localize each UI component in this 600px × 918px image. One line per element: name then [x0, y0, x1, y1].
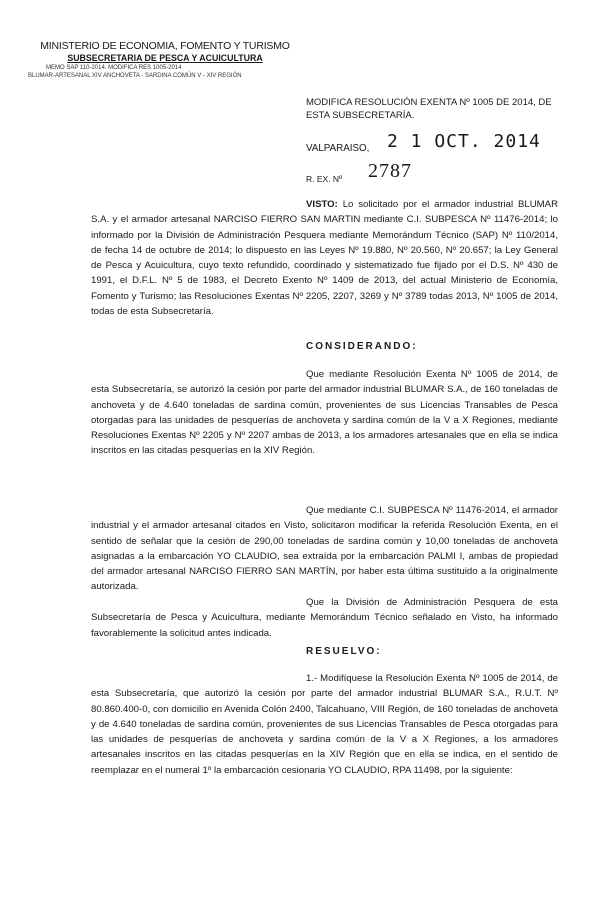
visto-text: Lo solicitado por el armador industrial BLUMAR S.A. y el armador artesanal NARCISO FIERRO SAN MARTIN mediante C.I. SUBPESCA Nº 11476-2014; lo informado por la División de Administración Pesquera mediante Memorándum Técnico (SAP) Nº 110/2014, de fecha 14 de octubre de 2014; lo dispuesto en las Leyes Nº 19.880, Nº 20.560, Nº 20.657; la Ley General de Pesca y Acuicultura, cuyo texto refundido, coordinado y sistematizado fue fijado por el D.S. Nº 430 de 1991, el D.F.L. Nº 5 de 1983, el Decreto Exento Nº 1409 de 2013, del actual Ministerio de Economía, Fomento y Turismo; las Resoluciones Exentas Nº 2205, 2207, 3269 y Nº 3789 todas 2013, Nº 1005 de 2014, todas de esta Subsecretaría. [91, 199, 558, 318]
date-stamp: 2 1 OCT. 2014 [387, 131, 541, 152]
letterhead [28, 40, 290, 80]
considerando-paragraph-3: Que la División de Administración Pesquera de esta Subsecretaría de Pesca y Acuicultura, mediante Memorándum Técnico señalado en Visto, ha informado favorablemente la solicitud antes indicada. [91, 597, 558, 639]
visto-paragraph [91, 197, 558, 319]
considerando-heading: CONSIDERANDO: [306, 341, 418, 352]
resuelvo-heading: RESUELVO: [306, 646, 382, 657]
considerando-paragraph-1: Que mediante Resolución Exenta Nº 1005 de 2014, de esta Subsecretaría, se autorizó la cesión por parte del armador industrial BLUMAR S.A., de 160 toneladas de anchoveta y de 4.640 toneladas de sardina común, provenientes de sus Licencias Transables de Pesca otorgadas para las unidades de pesquerías de anchoveta y sardina común de la V a X Regiones, mediante Resoluciones Exentas Nº 2205 y Nº 2207 ambas de 2013, a los armadores artesanales que en ella se indica inscritos en las citadas pesquerías en la XIV Región. [91, 369, 558, 457]
considerando-paragraph-2: Que mediante C.I. SUBPESCA Nº 11476-2014, el armador industrial y el armador artesanal citados en Visto, solicitaron modificar la referida Resolución Exenta, en el sentido de señalar que la cesión de 290,00 toneladas de sardina común y 10,00 toneladas de anchoveta asignadas a la embarcación YO CLAUDIO, sea extraída por la embarcación PALMI I, ambas de propiedad del armador artesanal NARCISO FIERRO SAN MARTÍN, por haber esta última sustituido a la originalmente autorizada. [91, 505, 558, 593]
file-reference-2: BLUMAR-ARTESANAL XIV ANCHOVETA - SARDINA COMÚN V - XIV REGIÓN [28, 73, 242, 79]
subsecretaria-name: SUBSECRETARIA DE PESCA Y ACUICULTURA [67, 53, 263, 63]
document-subject: MODIFICA RESOLUCIÓN EXENTA Nº 1005 DE 2014, DE ESTA SUBSECRETARÍA. [306, 97, 552, 121]
visto-label: VISTO: [306, 199, 338, 210]
file-reference-1: MEMO SAP 110-2014. MODIFICA RES 1005-2014 [46, 65, 182, 71]
resolution-label: R. EX. Nº [306, 174, 343, 184]
ministry-name: MINISTERIO DE ECONOMIA, FOMENTO Y TURISMO [40, 40, 290, 52]
resolution-number: 2787 [368, 160, 412, 182]
place-label: VALPARAISO, [306, 143, 370, 154]
resuelvo-paragraph-1: 1.- Modifíquese la Resolución Exenta Nº 1005 de 2014, de esta Subsecretaría, que autorizó la cesión por parte del armador industrial BLUMAR S.A., R.U.T. Nº 80.860.400-0, con domicilio en Avenida Colón 2400, Talcahuano, VIII Región, de 160 toneladas de anchoveta y de 4.640 toneladas de sardina común, provenientes de sus Licencias Transables de Pesca otorgadas para las unidades de pesquerías de anchoveta y sardina común de la V a X Regiones, a los armadores artesanales inscritos en las citadas pesquerías en la XIV Región que en ella se indica, en el sentido de reemplazar en el numeral 1º la embarcación cesionaria YO CLAUDIO, RPA 11498, por la siguiente: [91, 673, 558, 776]
